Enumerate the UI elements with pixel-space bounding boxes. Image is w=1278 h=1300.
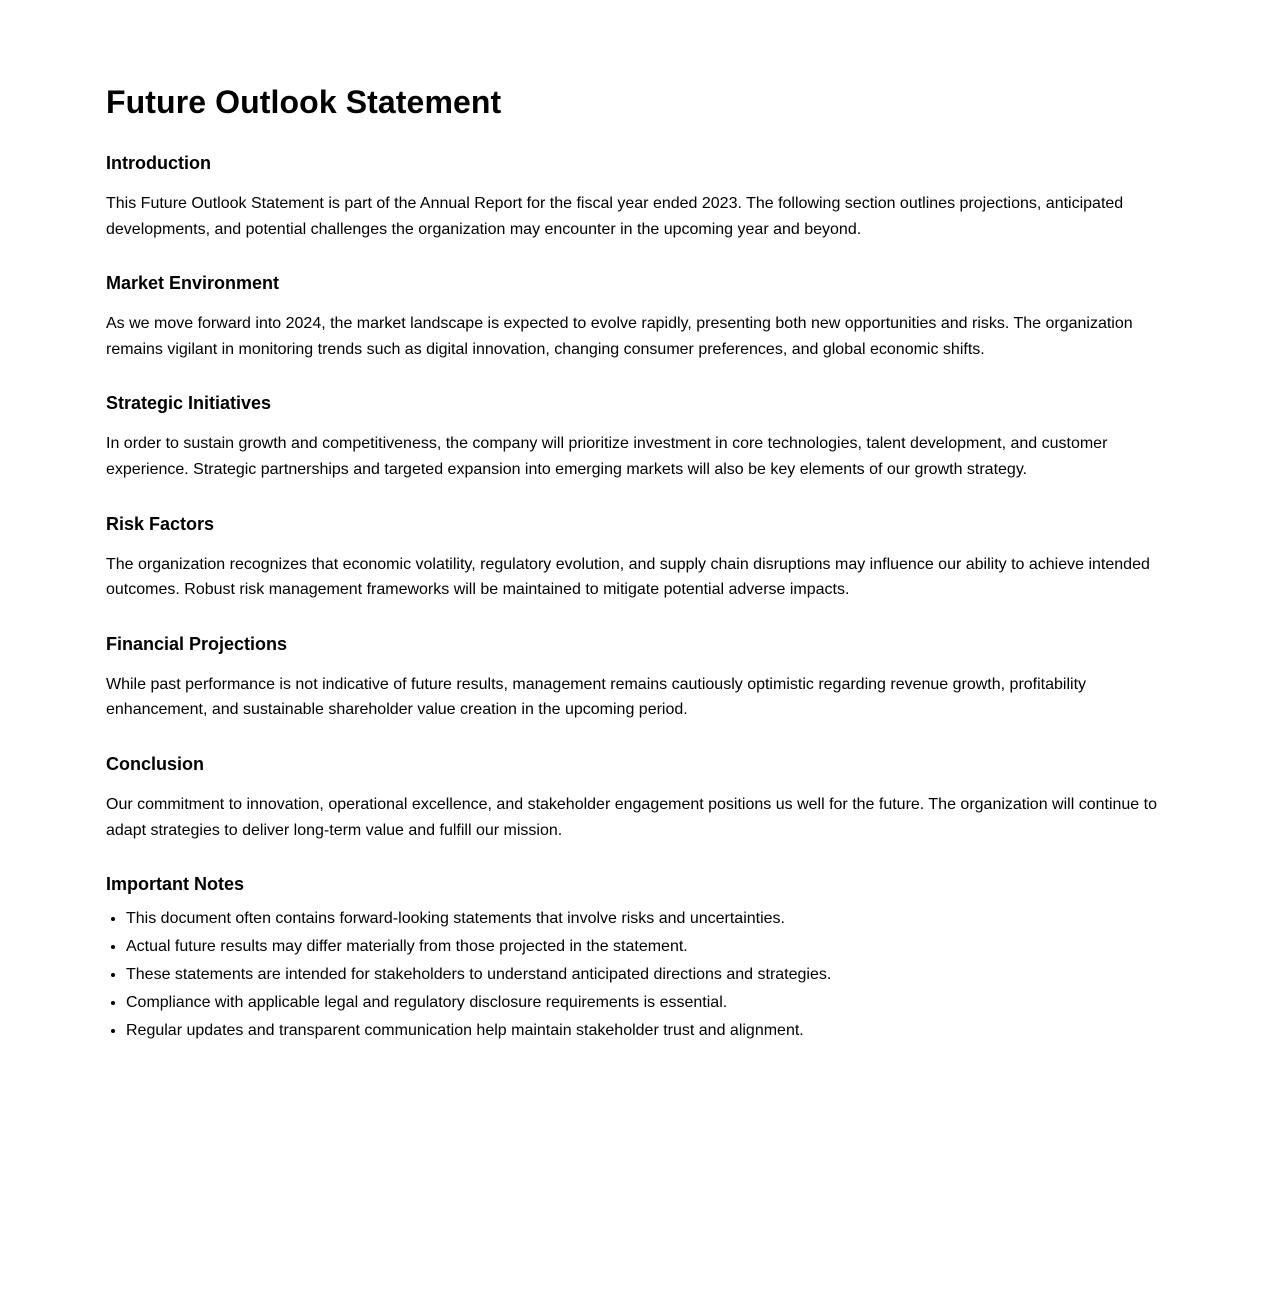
section-body: As we move forward into 2024, the market landscape is expected to evolve rapidly, presenting both new opportunities and risks. The organization remains vigilant in monitoring trends such as digital innovation, changing consumer preferences, and global economic shifts. bbox=[106, 315, 1133, 358]
section-heading: Important Notes bbox=[106, 874, 245, 895]
section-market-environment bbox=[106, 272, 1172, 362]
section-important-notes bbox=[106, 873, 1172, 1041]
notes-list bbox=[106, 909, 1172, 1041]
section-heading: Financial Projections bbox=[106, 633, 288, 654]
list-item: • Actual future results may differ materially from those projected in the statement. bbox=[126, 937, 1172, 957]
section-conclusion bbox=[106, 753, 1172, 843]
section-heading: Market Environment bbox=[106, 273, 280, 294]
section-heading: Strategic Initiatives bbox=[106, 393, 272, 414]
list-item: • These statements are intended for stakeholders to understand anticipated directions and strategies. bbox=[126, 965, 1172, 985]
section-risk-factors bbox=[106, 513, 1172, 603]
section-body: This Future Outlook Statement is part of the Annual Report for the fiscal year ended 2023. The following section outlines projections, anticipated developments, and potential challenges the organization may encounter in the upcoming year and beyond. bbox=[106, 195, 1124, 238]
section-body: The organization recognizes that economic volatility, regulatory evolution, and supply chain disruptions may influence our ability to achieve intended outcomes. Robust risk management frameworks will be maintained to mitigate potential adverse impacts. bbox=[106, 555, 1150, 599]
section-strategic-initiatives bbox=[106, 392, 1172, 482]
section-financial-projections bbox=[106, 633, 1172, 723]
section-heading: Risk Factors bbox=[106, 513, 215, 534]
page-title: Future Outlook Statement bbox=[106, 84, 502, 120]
list-item: • Compliance with applicable legal and regulatory disclosure requirements is essential. bbox=[126, 993, 1172, 1013]
list-item: • This document often contains forward-looking statements that involve risks and uncertainties. bbox=[126, 909, 1172, 929]
list-item: • Regular updates and transparent communication help maintain stakeholder trust and alignment. bbox=[126, 1021, 1172, 1041]
section-heading: Introduction bbox=[106, 153, 211, 173]
section-body: Our commitment to innovation, operational excellence, and stakeholder engagement positions us well for the future. The organization will continue to adapt strategies to deliver long-term value and fulfill our mission. bbox=[106, 795, 1157, 839]
section-heading: Conclusion bbox=[106, 753, 204, 774]
section-body: While past performance is not indicative of future results, management remains cautiously optimistic regarding revenue growth, profitability enhancement, and sustainable shareholder value creation in the upcoming period. bbox=[106, 675, 1087, 719]
section-introduction bbox=[106, 152, 1172, 242]
section-body: In order to sustain growth and competitiveness, the company will prioritize investment in core technologies, talent development, and customer experience. Strategic partnerships and targeted expansion into emerging markets will also be key elements of our growth strategy. bbox=[106, 435, 1108, 478]
